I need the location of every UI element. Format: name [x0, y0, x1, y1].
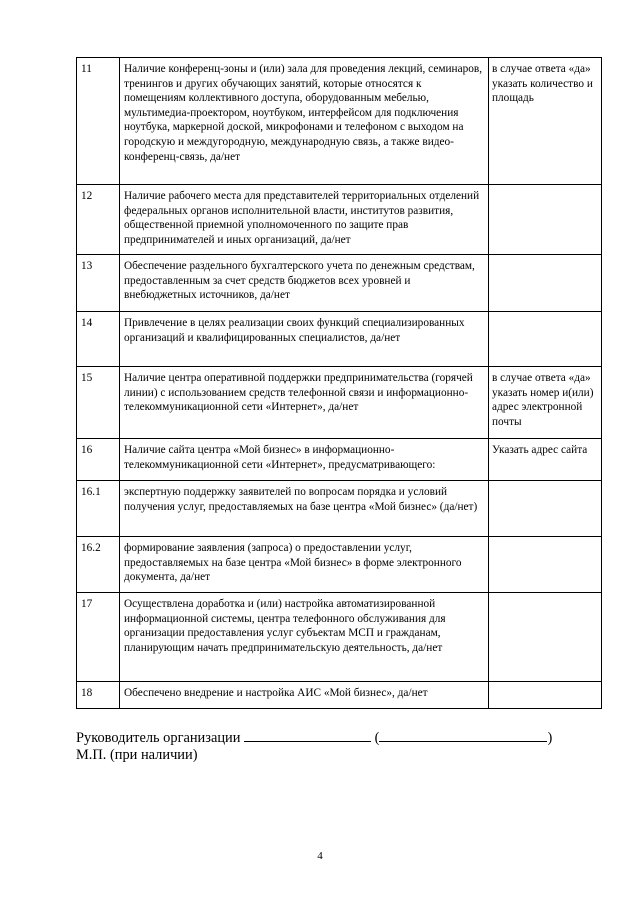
row-description: Обеспечение раздельного бухгалтерского учета по денежным средствам, предоставленным за счет средств бюджетов всех уровней и внебюджетных источников, да/нет — [120, 255, 489, 312]
table-row — [77, 593, 602, 682]
row-number: 17 — [77, 593, 120, 682]
row-number: 16 — [77, 439, 120, 481]
table-row — [77, 439, 602, 481]
table-row — [77, 367, 602, 439]
row-description: Наличие центра оперативной поддержки предпринимательства (горячей линии) с использованием средств телефонной связи и информационно-телекоммуникационной сети «Интернет», да/нет — [120, 367, 489, 439]
table-row — [77, 255, 602, 312]
row-number: 11 — [77, 58, 120, 185]
row-description: Наличие рабочего места для представителей территориальных отделений федеральных органов исполнительной власти, институтов развития, общественной приемной уполномоченного по защите прав предпринимателей и иных организаций, да/нет — [120, 185, 489, 255]
row-description: экспертную поддержку заявителей по вопросам порядка и условий получения услуг, предоставляемых на базе центра «Мой бизнес» (да/нет) — [120, 481, 489, 537]
name-blank — [379, 729, 547, 742]
row-note — [489, 481, 602, 537]
signature-block — [76, 729, 606, 763]
row-note — [489, 312, 602, 367]
close-paren: ) — [547, 730, 553, 746]
row-description: Осуществлена доработка и (или) настройка автоматизированной информационной системы, центра телефонного обслуживания для организации предоставления услуг субъектам МСП и гражданам, планирующим начать предпринимательскую деятельность, да/нет — [120, 593, 489, 682]
row-note — [489, 682, 602, 709]
page-number: 4 — [317, 850, 323, 862]
row-note: в случае ответа «да» указать количество и площадь — [489, 58, 602, 185]
row-note — [489, 255, 602, 312]
row-number: 15 — [77, 367, 120, 439]
table-row — [77, 682, 602, 709]
requirements-table — [76, 57, 602, 709]
row-description: Привлечение в целях реализации своих функций специализированных организаций и квалифицированных специалистов, да/нет — [120, 312, 489, 367]
row-description: Наличие конференц-зоны и (или) зала для проведения лекций, семинаров, тренингов и других обучающих занятий, которые относятся к помещениям коллективного доступа, оборудованным мебелью, мультимедиа-проектором, ноутбуком, интерфейсом для подключения ноутбука, маркерной доской, микрофонами и телефоном с выходом на городскую и междугородную, международную связь, а также видео-конференц-связь, да/нет — [120, 58, 489, 185]
head-of-organization-label: Руководитель организации — [76, 730, 241, 746]
row-description: Наличие сайта центра «Мой бизнес» в информационно-телекоммуникационной сети «Интернет», предусматривающего: — [120, 439, 489, 481]
signature-line — [76, 729, 606, 747]
row-number: 13 — [77, 255, 120, 312]
row-note: в случае ответа «да» указать номер и(или) адрес электронной почты — [489, 367, 602, 439]
row-note — [489, 185, 602, 255]
row-number: 16.2 — [77, 537, 120, 593]
row-number: 18 — [77, 682, 120, 709]
row-number: 16.1 — [77, 481, 120, 537]
stamp-line: М.П. (при наличии) — [76, 746, 198, 763]
table-row — [77, 481, 602, 537]
row-description: Обеспечено внедрение и настройка АИС «Мой бизнес», да/нет — [120, 682, 489, 709]
row-note — [489, 593, 602, 682]
table-row — [77, 537, 602, 593]
row-number: 14 — [77, 312, 120, 367]
table-row — [77, 58, 602, 185]
table-row — [77, 185, 602, 255]
row-note: Указать адрес сайта — [489, 439, 602, 481]
row-number: 12 — [77, 185, 120, 255]
open-paren: ( — [374, 730, 380, 746]
signature-blank — [244, 729, 371, 742]
row-description: формирование заявления (запроса) о предоставлении услуг, предоставляемых на базе центра «Мой бизнес» в форме электронного документа, да/нет — [120, 537, 489, 593]
row-note — [489, 537, 602, 593]
table-row — [77, 312, 602, 367]
